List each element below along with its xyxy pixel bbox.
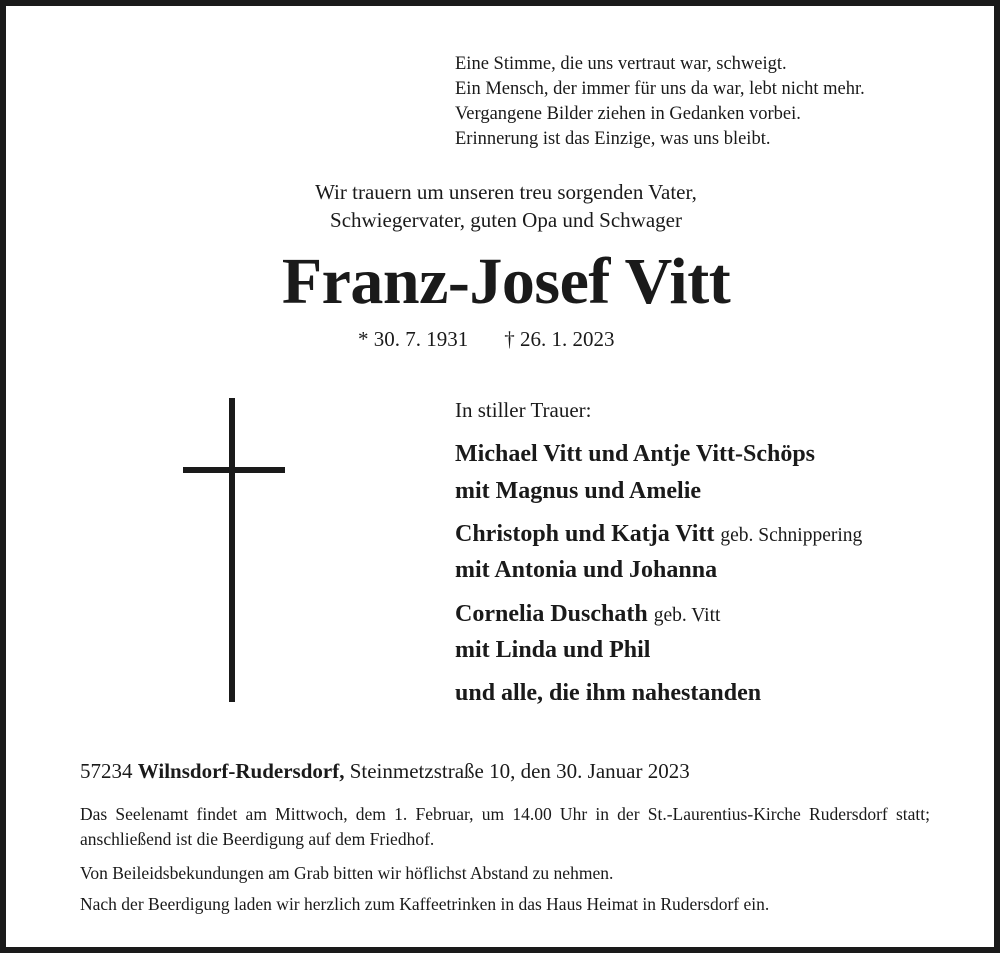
family-name: Christoph und Katja Vitt: [455, 521, 715, 547]
family-name: mit Magnus und Amelie: [455, 478, 702, 504]
family-line: [455, 678, 761, 708]
family-line: [455, 555, 717, 585]
family-name: Cornelia Duschath: [455, 601, 648, 627]
coffee-notice: Nach der Beerdigung laden wir herzlich zum Kaffeetrinken in das Haus Heimat in Rudersdorf ein.: [80, 894, 770, 914]
family-line: [455, 476, 701, 506]
family-note: geb. Schnippering: [720, 525, 863, 546]
condolence-notice: Von Beileidsbekundungen am Grab bitten wir höflichst Abstand zu nehmen.: [80, 863, 614, 883]
poem-line: Ein Mensch, der immer für uns da war, lebt nicht mehr.: [455, 79, 865, 99]
life-dates: [358, 325, 615, 353]
address-town: Wilnsdorf-Rudersdorf,: [137, 759, 345, 783]
cross-horizontal-bar: [183, 467, 285, 473]
cross-vertical-bar: [229, 398, 235, 702]
mourners-label: In stiller Trauer:: [455, 398, 592, 422]
deceased-name: Franz-Josef Vitt: [281, 245, 731, 318]
poem: [455, 52, 865, 152]
poem-line: Eine Stimme, die uns vertraut war, schweigt.: [455, 54, 787, 74]
family-name: mit Linda und Phil: [455, 637, 651, 663]
death-date: † 26. 1. 2023: [504, 327, 615, 351]
family-note: geb. Vitt: [653, 605, 721, 626]
address-rest: Steinmetzstraße 10, den 30. Januar 2023: [349, 759, 690, 783]
family-line: [455, 439, 815, 469]
intro-line: Schwiegervater, guten Opa und Schwager: [330, 208, 682, 232]
family-name: und alle, die ihm nahestanden: [455, 680, 762, 706]
address-zip: 57234: [80, 759, 133, 783]
birth-date: * 30. 7. 1931: [358, 327, 469, 351]
family-name: mit Antonia und Johanna: [455, 557, 718, 583]
poem-line: Vergangene Bilder ziehen in Gedanken vorbei.: [455, 104, 801, 124]
funeral-notice: Das Seelenamt findet am Mittwoch, dem 1. Februar, um 14.00 Uhr in der St.-Laurentius-Kirche Rudersdorf statt; anschließend ist die Beerdigung auf dem Friedhof.: [80, 804, 930, 849]
intro-line: Wir trauern um unseren treu sorgenden Vater,: [315, 180, 697, 204]
family-line: [455, 635, 650, 665]
family-line: [455, 519, 862, 551]
intro-text: [6, 178, 1000, 234]
address-line: [80, 757, 690, 785]
poem-line: Erinnerung ist das Einzige, was uns bleibt.: [455, 129, 771, 149]
family-name: Michael Vitt und Antje Vitt-Schöps: [455, 441, 816, 467]
family-line: [455, 599, 720, 631]
